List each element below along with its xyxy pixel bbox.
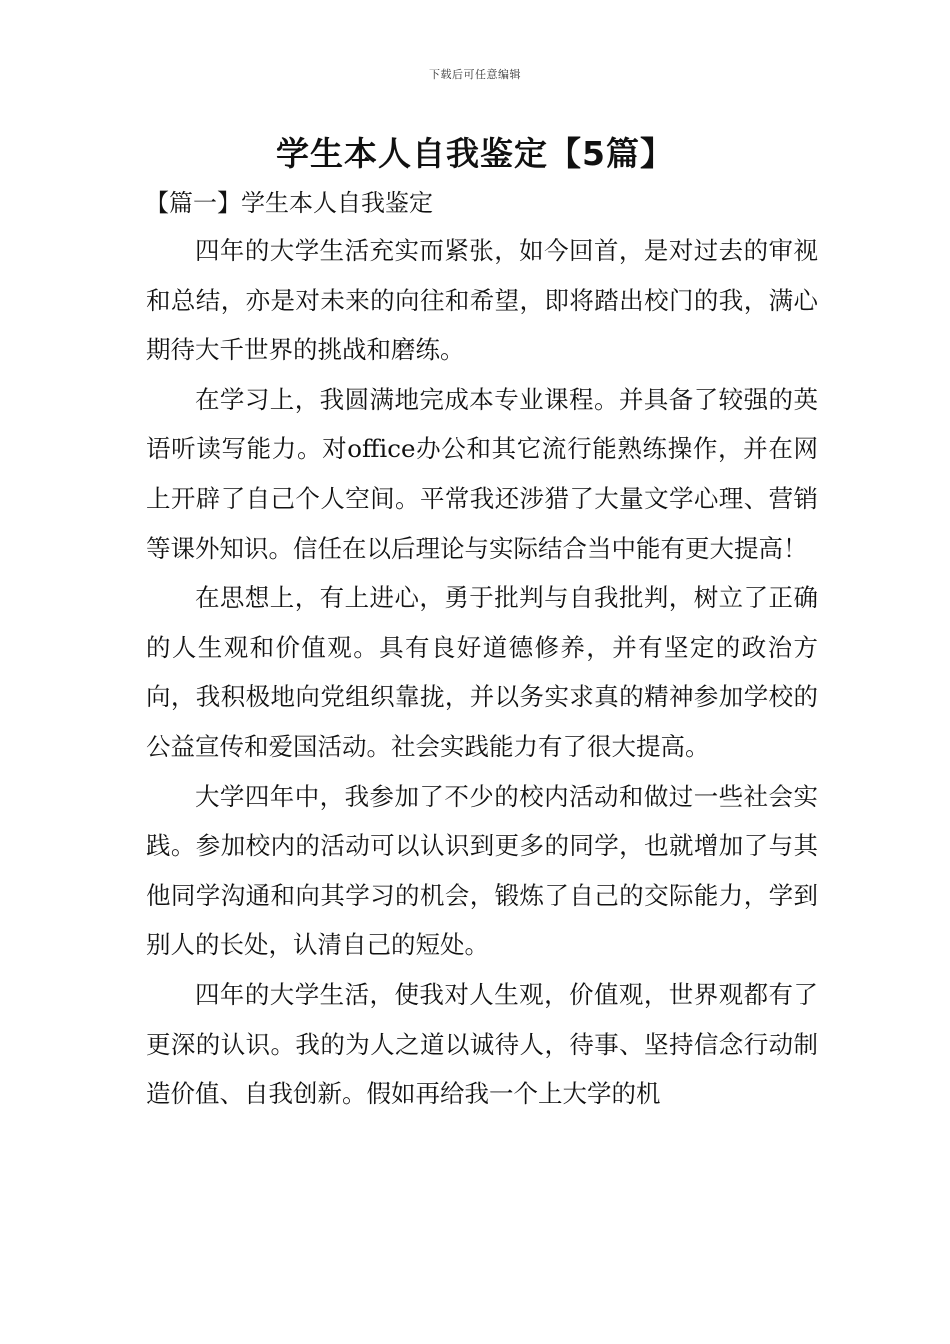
paragraph: 大学四年中，我参加了不少的校内活动和做过一些社会实践。参加校内的活动可以认识到更多的同学，也就增加了与其他同学沟通和向其学习的机会，锻炼了自己的交际能力，学到别人的长处，认清自己的短处。 <box>146 781 818 960</box>
paragraph: 在学习上，我圆满地完成本专业课程。并具备了较强的英语听读写能力。对office办公和其它流行能熟练操作，并在网上开辟了自己个人空间。平常我还涉猎了大量文学心理、营销等课外知识。信任在以后理论与实际结合当中能有更大提高！ <box>146 384 818 563</box>
paragraph: 四年的大学生活充实而紧张，如今回首，是对过去的审视和总结，亦是对未来的向往和希望，即将踏出校门的我，满心期待大千世界的挑战和磨练。 <box>146 236 818 365</box>
document-title: 学生本人自我鉴定【5篇】 <box>276 134 674 173</box>
paragraph: 四年的大学生活，使我对人生观，价值观，世界观都有了更深的认识。我的为人之道以诚待人，待事、坚持信念行动制造价值、自我创新。假如再给我一个上大学的机 <box>146 979 818 1109</box>
paragraph: 在思想上，有上进心，勇于批判与自我批判，树立了正确的人生观和价值观。具有良好道德修养，并有坚定的政治方向，我积极地向党组织靠拢，并以务实求真的精神参加学校的公益宣传和爱国活动。社会实践能力有了很大提高。 <box>146 583 818 761</box>
header-note: 下载后可任意编辑 <box>429 68 521 81</box>
section-heading: 【篇一】学生本人自我鉴定 <box>145 189 433 217</box>
document-body <box>146 226 818 1119</box>
